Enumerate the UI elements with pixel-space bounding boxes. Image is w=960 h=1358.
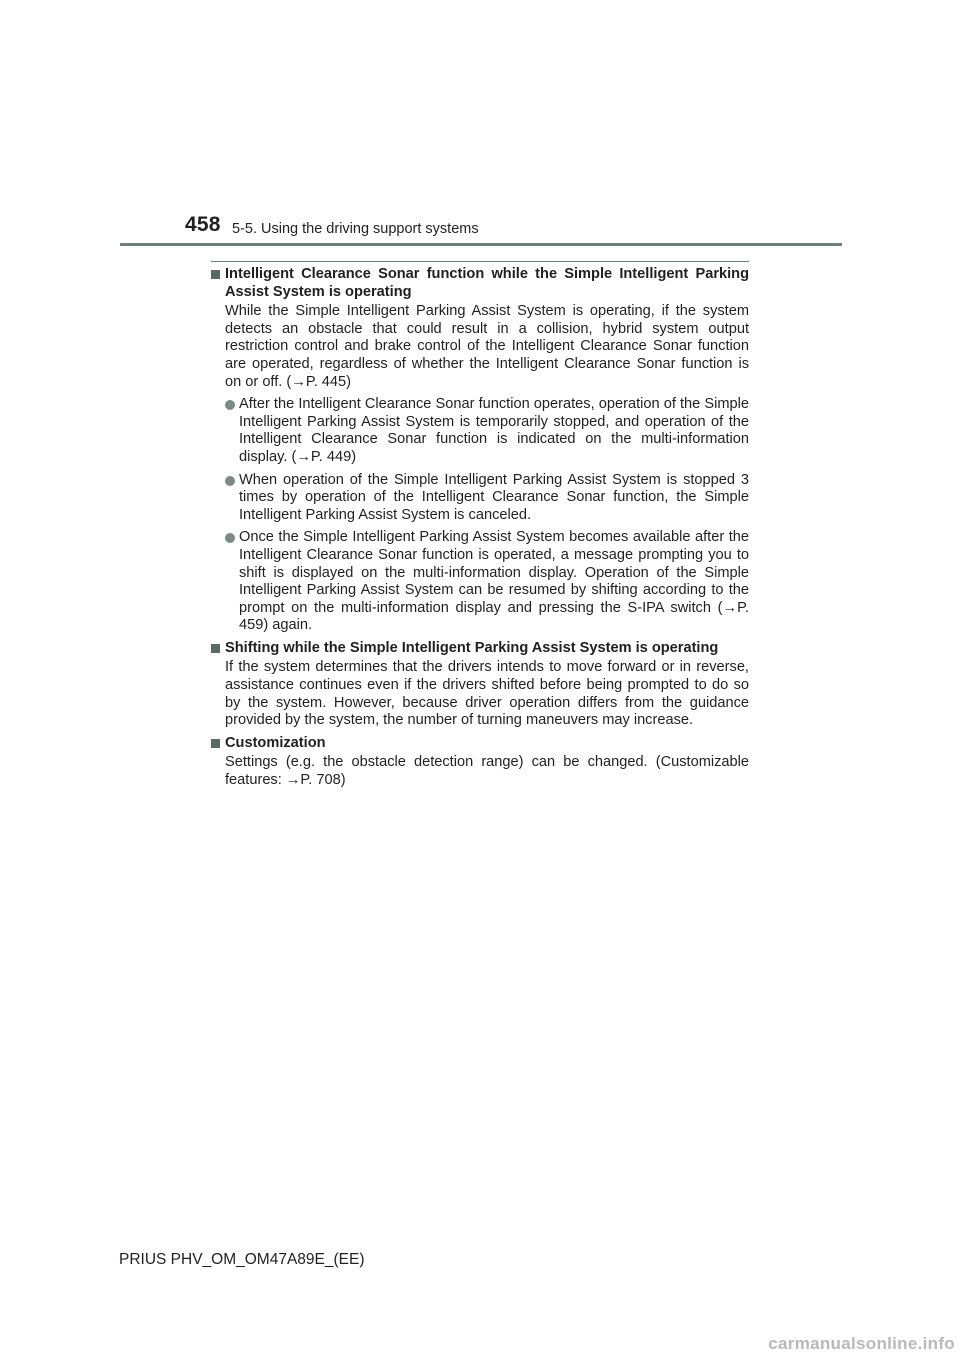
list-item [225,396,749,466]
section-paragraph: Settings (e.g. the obstacle detection range) can be changed. (Customizable features: →P. 708) [225,754,749,789]
list-item-text: When operation of the Simple Intelligent Parking Assist System is stopped 3 times by operation of the Intelligent Clearance Sonar function, the Simple Intelligent Parking Assist System is canceled. [239,471,749,523]
footer-doc-code: PRIUS PHV_OM_OM47A89E_(EE) [119,1251,365,1268]
section-heading [211,640,749,658]
section-block-1 [211,266,749,635]
round-bullet-icon [225,533,235,543]
list-item [225,472,749,525]
section-heading-text: Shifting while the Simple Intelligent Parking Assist System is operating [225,639,719,656]
page-number: 458 [185,213,221,236]
square-bullet-icon [211,644,220,653]
section-title: 5-5. Using the driving support systems [232,221,479,237]
section-heading-text: Intelligent Clearance Sonar function while the Simple Intelligent Parking Assist System is operating [225,266,749,300]
section-block-3 [211,735,749,790]
list-item [225,529,749,635]
header-rule [120,243,842,246]
round-bullet-icon [225,476,235,486]
square-bullet-icon [211,270,220,279]
section-paragraph: If the system determines that the drivers intends to move forward or in reverse, assistance continues even if the drivers shifted before being prompted to do so by the system. However, because driver operation differs from the guidance provided by the system, the number of turning maneuvers may increase. [225,659,749,729]
section-heading [211,266,749,301]
square-bullet-icon [211,739,220,748]
content-rule [211,261,749,262]
list-item-text: Once the Simple Intelligent Parking Assist System becomes available after the Intelligent Clearance Sonar function is operated, a message prompting you to shift is displayed on the multi-information display. Operation of the Simple Intelligent Parking Assist System can be resumed by shifting according to the prompt on the multi-information display and pressing the S-IPA switch (→P. 459) again. [239,529,749,634]
section-heading-text: Customization [225,734,326,751]
list-item-text: After the Intelligent Clearance Sonar function operates, operation of the Simple Intelligent Parking Assist System is temporarily stopped, and operation of the Intelligent Clearance Sonar function is indicated on the multi-information display. (→P. 449) [239,396,749,465]
section-heading [211,735,749,753]
section-paragraph: While the Simple Intelligent Parking Assist System is operating, if the system detects an obstacle that could result in a collision, hybrid system output restriction control and brake control of the Intelligent Clearance Sonar function are operated, regardless of whether the Intelligent Clearance Sonar function is on or off. (→P. 445) [225,303,749,390]
round-bullet-icon [225,400,235,410]
watermark: carmanualsonline.info [768,1334,955,1353]
page-content [211,266,749,795]
section-block-2 [211,640,749,730]
